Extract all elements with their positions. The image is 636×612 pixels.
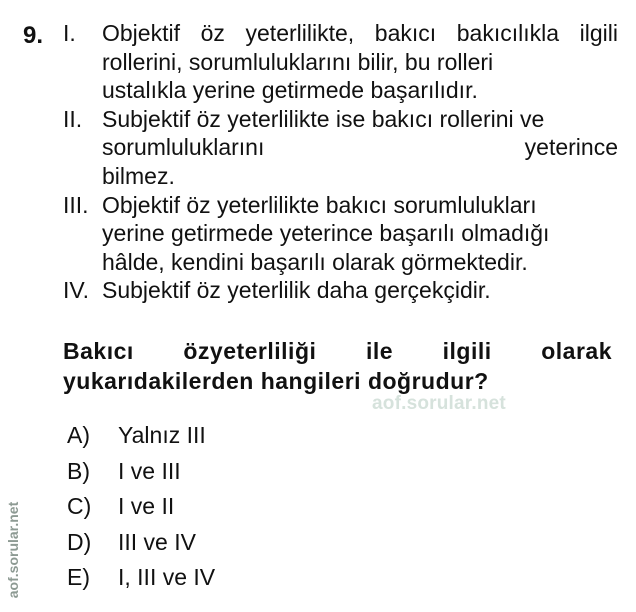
option-e[interactable] [67, 560, 215, 596]
statement-line: ustalıkla yerine getirmede başarılıdır. [102, 77, 478, 104]
answer-options [67, 418, 215, 596]
option-c[interactable] [67, 489, 215, 525]
statement-line: yerine getirmede yeterince başarılı olmadığı [102, 220, 550, 247]
statement-line: Subjektif öz yeterlilikte ise bakıcı rollerini ve [102, 105, 545, 132]
statement-line: Objektif öz yeterlilikte, bakıcı bakıcılıkla ilgili [102, 20, 618, 46]
option-b[interactable] [67, 454, 215, 490]
option-text: I ve II [118, 493, 175, 519]
question-number: 9. [23, 22, 44, 49]
question-prompt [63, 336, 612, 396]
option-letter: D) [67, 528, 92, 555]
statement-1 [63, 19, 618, 105]
statement-line: hâlde, kendini başarılı olarak görmektedir. [102, 248, 528, 275]
statement-line: bilmez. [102, 162, 175, 189]
statement-numeral: II. [63, 105, 83, 132]
prompt-line: Bakıcı özyeterliliği ile ilgili olarak [63, 338, 612, 364]
statement-line: sorumluluklarını yeterince [102, 134, 618, 161]
statement-numeral: IV. [63, 277, 90, 304]
option-letter: A) [67, 422, 90, 448]
statement-3 [63, 191, 618, 277]
option-text: I ve III [118, 457, 181, 484]
option-a[interactable] [67, 418, 215, 454]
option-text: Yalnız III [118, 422, 206, 448]
option-d[interactable] [67, 525, 215, 561]
vertical-watermark: aof.sorular.net [5, 501, 21, 599]
statement-line: Objektif öz yeterlilikte bakıcı sorumlulukları [102, 191, 537, 218]
statement-list [63, 19, 618, 305]
option-text: I, III ve IV [118, 564, 216, 590]
statement-line: rollerini, sorumluluklarını bilir, bu rolleri [102, 48, 494, 75]
statement-text [102, 191, 618, 277]
watermark: aof.sorular.net [372, 393, 506, 414]
option-letter: E) [67, 564, 90, 590]
prompt-line: yukarıdakilerden hangileri doğrudur? [63, 368, 489, 394]
statement-numeral: III. [63, 191, 89, 218]
option-text: III ve IV [118, 528, 196, 555]
statement-2 [63, 105, 618, 191]
statement-text [102, 19, 618, 105]
option-letter: C) [67, 493, 92, 519]
statement-text [102, 105, 618, 191]
statement-text [102, 276, 618, 305]
option-letter: B) [67, 457, 90, 484]
statement-4 [63, 276, 618, 305]
statement-numeral: I. [63, 20, 76, 46]
statement-line: Subjektif öz yeterlilik daha gerçekçidir. [102, 277, 491, 304]
